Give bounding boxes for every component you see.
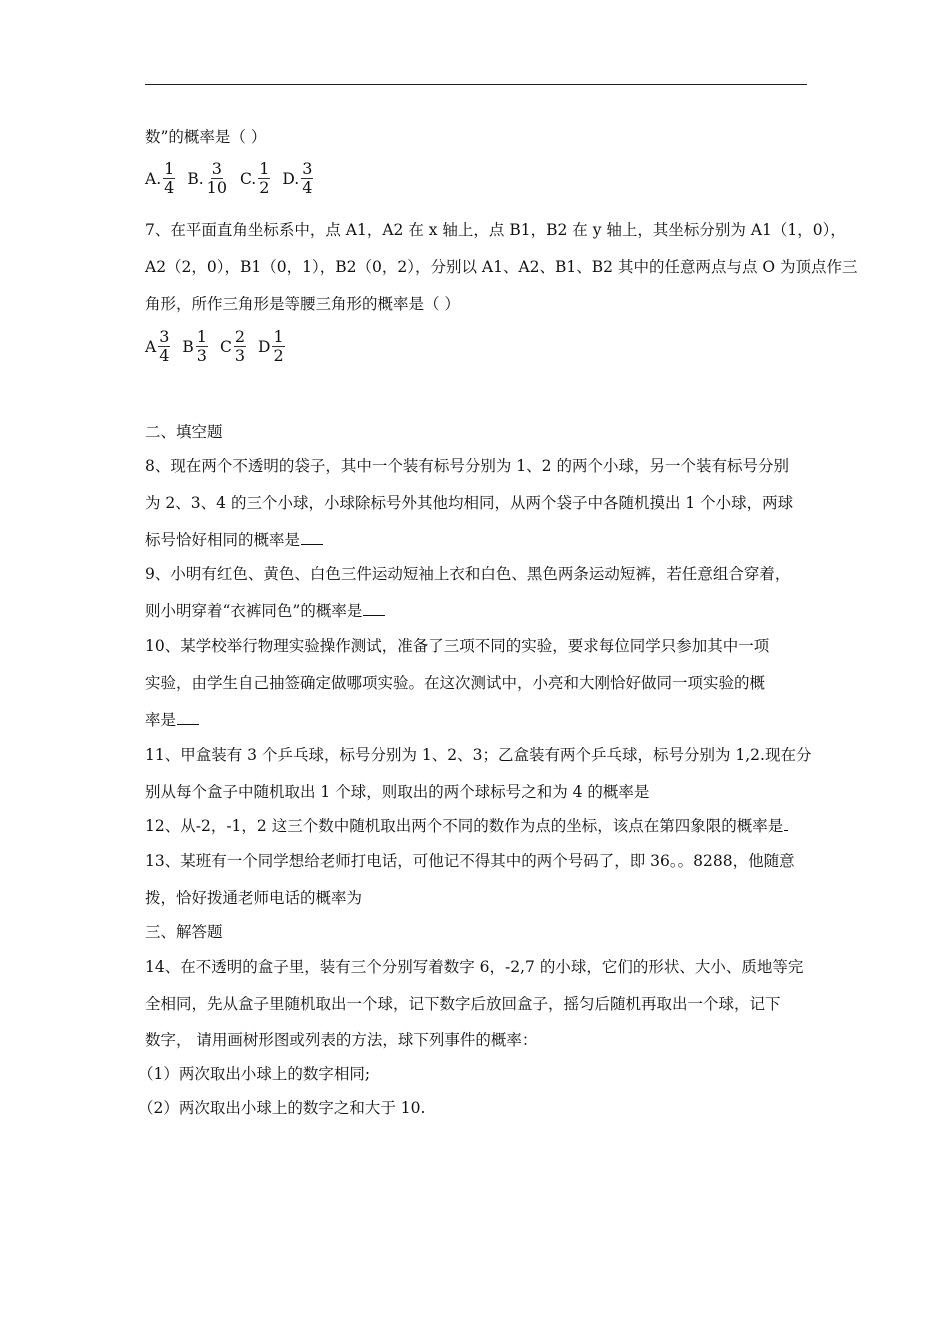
fraction	[196, 328, 208, 365]
q7-option-c	[220, 328, 248, 365]
q14-sub-1: （1）两次取出小球上的数字相同;	[138, 1065, 371, 1083]
q11-line-2: 别从每个盒子中随机取出 1 个球，则取出的两个球标号之和为 4 的概率是	[145, 783, 650, 801]
denominator: 2	[273, 346, 284, 365]
q8-line-1: 8、现在两个不透明的袋子，其中一个装有标号分别为 1、2 的两个小球，另一个装有标号分别	[145, 457, 789, 475]
q10-line-1: 10、某学校举行物理实验操作测试，准备了三项不同的实验，要求每位同学只参加其中一项	[145, 637, 770, 655]
fraction	[234, 328, 246, 365]
numerator: 1	[259, 159, 270, 178]
q6-options	[145, 160, 325, 197]
q7-option-b	[182, 328, 210, 365]
q8-line-2: 为 2、3、4 的三个小球，小球除标号外其他均相同，从两个袋子中各随机摸出 1 个小球，两球	[145, 494, 794, 512]
option-label: D.	[282, 169, 300, 188]
numerator: 3	[302, 159, 313, 178]
q14-sub-2: （2）两次取出小球上的数字之和大于 10.	[138, 1099, 426, 1117]
option-label: A	[145, 337, 157, 356]
numerator: 1	[196, 327, 207, 346]
denominator: 4	[164, 178, 175, 197]
numerator: 3	[211, 159, 222, 178]
q10-line-3	[145, 709, 199, 731]
q7-options	[145, 328, 297, 365]
answer-blank	[363, 601, 385, 616]
q10-line-3-text: 率是	[145, 711, 177, 729]
q13-line-2: 拨，恰好拨通老师电话的概率为	[145, 889, 363, 907]
denominator: 3	[196, 346, 207, 365]
fraction	[272, 328, 284, 365]
fraction	[258, 160, 270, 197]
answer-blank	[784, 816, 788, 831]
denominator: 10	[206, 178, 227, 197]
q7-line-2: A2（2，0），B1（0，1），B2（0，2），分别以 A1、A2、B1、B2 其中的任意两点与点 O 为顶点作三	[145, 258, 858, 276]
fraction	[301, 160, 313, 197]
q13-line-1: 13、某班有一个同学想给老师打电话，可他记不得其中的两个号码了，即 36。。8288，他随意	[145, 852, 795, 870]
fraction	[158, 328, 170, 365]
q9-line-2	[145, 600, 385, 622]
q14-line-1: 14、在不透明的盒子里，装有三个分别写着数字 6，-2,7 的小球，它们的形状、大小、质地等完	[145, 958, 804, 976]
q8-line-3-text: 标号恰好相同的概率是	[145, 531, 301, 549]
q8-line-3	[145, 529, 323, 551]
option-label: D	[258, 337, 271, 356]
fraction	[163, 160, 175, 197]
q12-line	[145, 815, 788, 837]
option-label: C.	[240, 169, 257, 188]
q14-line-2: 全相同，先从盒子里随机取出一个球，记下数字后放回盒子，摇匀后随机再取出一个球，记下	[145, 995, 781, 1013]
q12-text: 12、从-2，-1，2 这三个数中随机取出两个不同的数作为点的坐标，该点在第四象限的概率是	[145, 817, 784, 835]
q6-option-d	[282, 160, 315, 197]
section-fill-in-heading: 二、填空题	[145, 423, 223, 441]
q7-line-1: 7、在平面直角坐标系中，点 A1，A2 在 x 轴上，点 B1，B2 在 y 轴上，其坐标分别为 A1（1，0），	[145, 221, 846, 239]
q11-line-1: 11、甲盒装有 3 个乒乓球，标号分别为 1、2、3；乙盒装有两个乒乓球，标号分别为 1,2.现在分	[145, 746, 812, 764]
answer-blank	[177, 710, 199, 725]
numerator: 1	[273, 327, 284, 346]
option-label: B	[182, 337, 194, 356]
q7-option-d	[258, 328, 287, 365]
numerator: 1	[164, 159, 175, 178]
denominator: 2	[259, 178, 270, 197]
q6-option-c	[240, 160, 272, 197]
section-answer-heading: 三、解答题	[145, 923, 223, 941]
denominator: 3	[234, 346, 246, 365]
option-label: A.	[145, 169, 162, 188]
q7-option-a	[145, 328, 172, 365]
q9-line-1: 9、小明有红色、黄色、白色三件运动短袖上衣和白色、黑色两条运动短裤，若任意组合穿着，	[145, 565, 791, 583]
denominator: 4	[302, 178, 313, 197]
q14-line-3: 数字， 请用画树形图或列表的方法，球下列事件的概率：	[145, 1031, 538, 1049]
q9-line-2-text: 则小明穿着“衣裤同色”的概率是	[145, 602, 363, 620]
answer-blank	[301, 530, 323, 545]
q7-line-3: 角形，所作三角形是等腰三角形的概率是（ ）	[145, 295, 460, 313]
option-label: B.	[187, 169, 204, 188]
q10-line-2: 实验，由学生自己抽签确定做哪项实验。在这次测试中，小亮和大刚恰好做同一项实验的概	[145, 674, 766, 692]
numerator: 2	[234, 327, 246, 346]
numerator: 3	[159, 327, 170, 346]
fraction	[206, 160, 228, 197]
q6-option-a	[145, 160, 177, 197]
denominator: 4	[159, 346, 170, 365]
option-label: C	[219, 337, 232, 356]
q6-option-b	[187, 160, 230, 197]
q6-continuation: 数”的概率是（ ）	[145, 128, 267, 146]
header-rule	[145, 84, 807, 85]
